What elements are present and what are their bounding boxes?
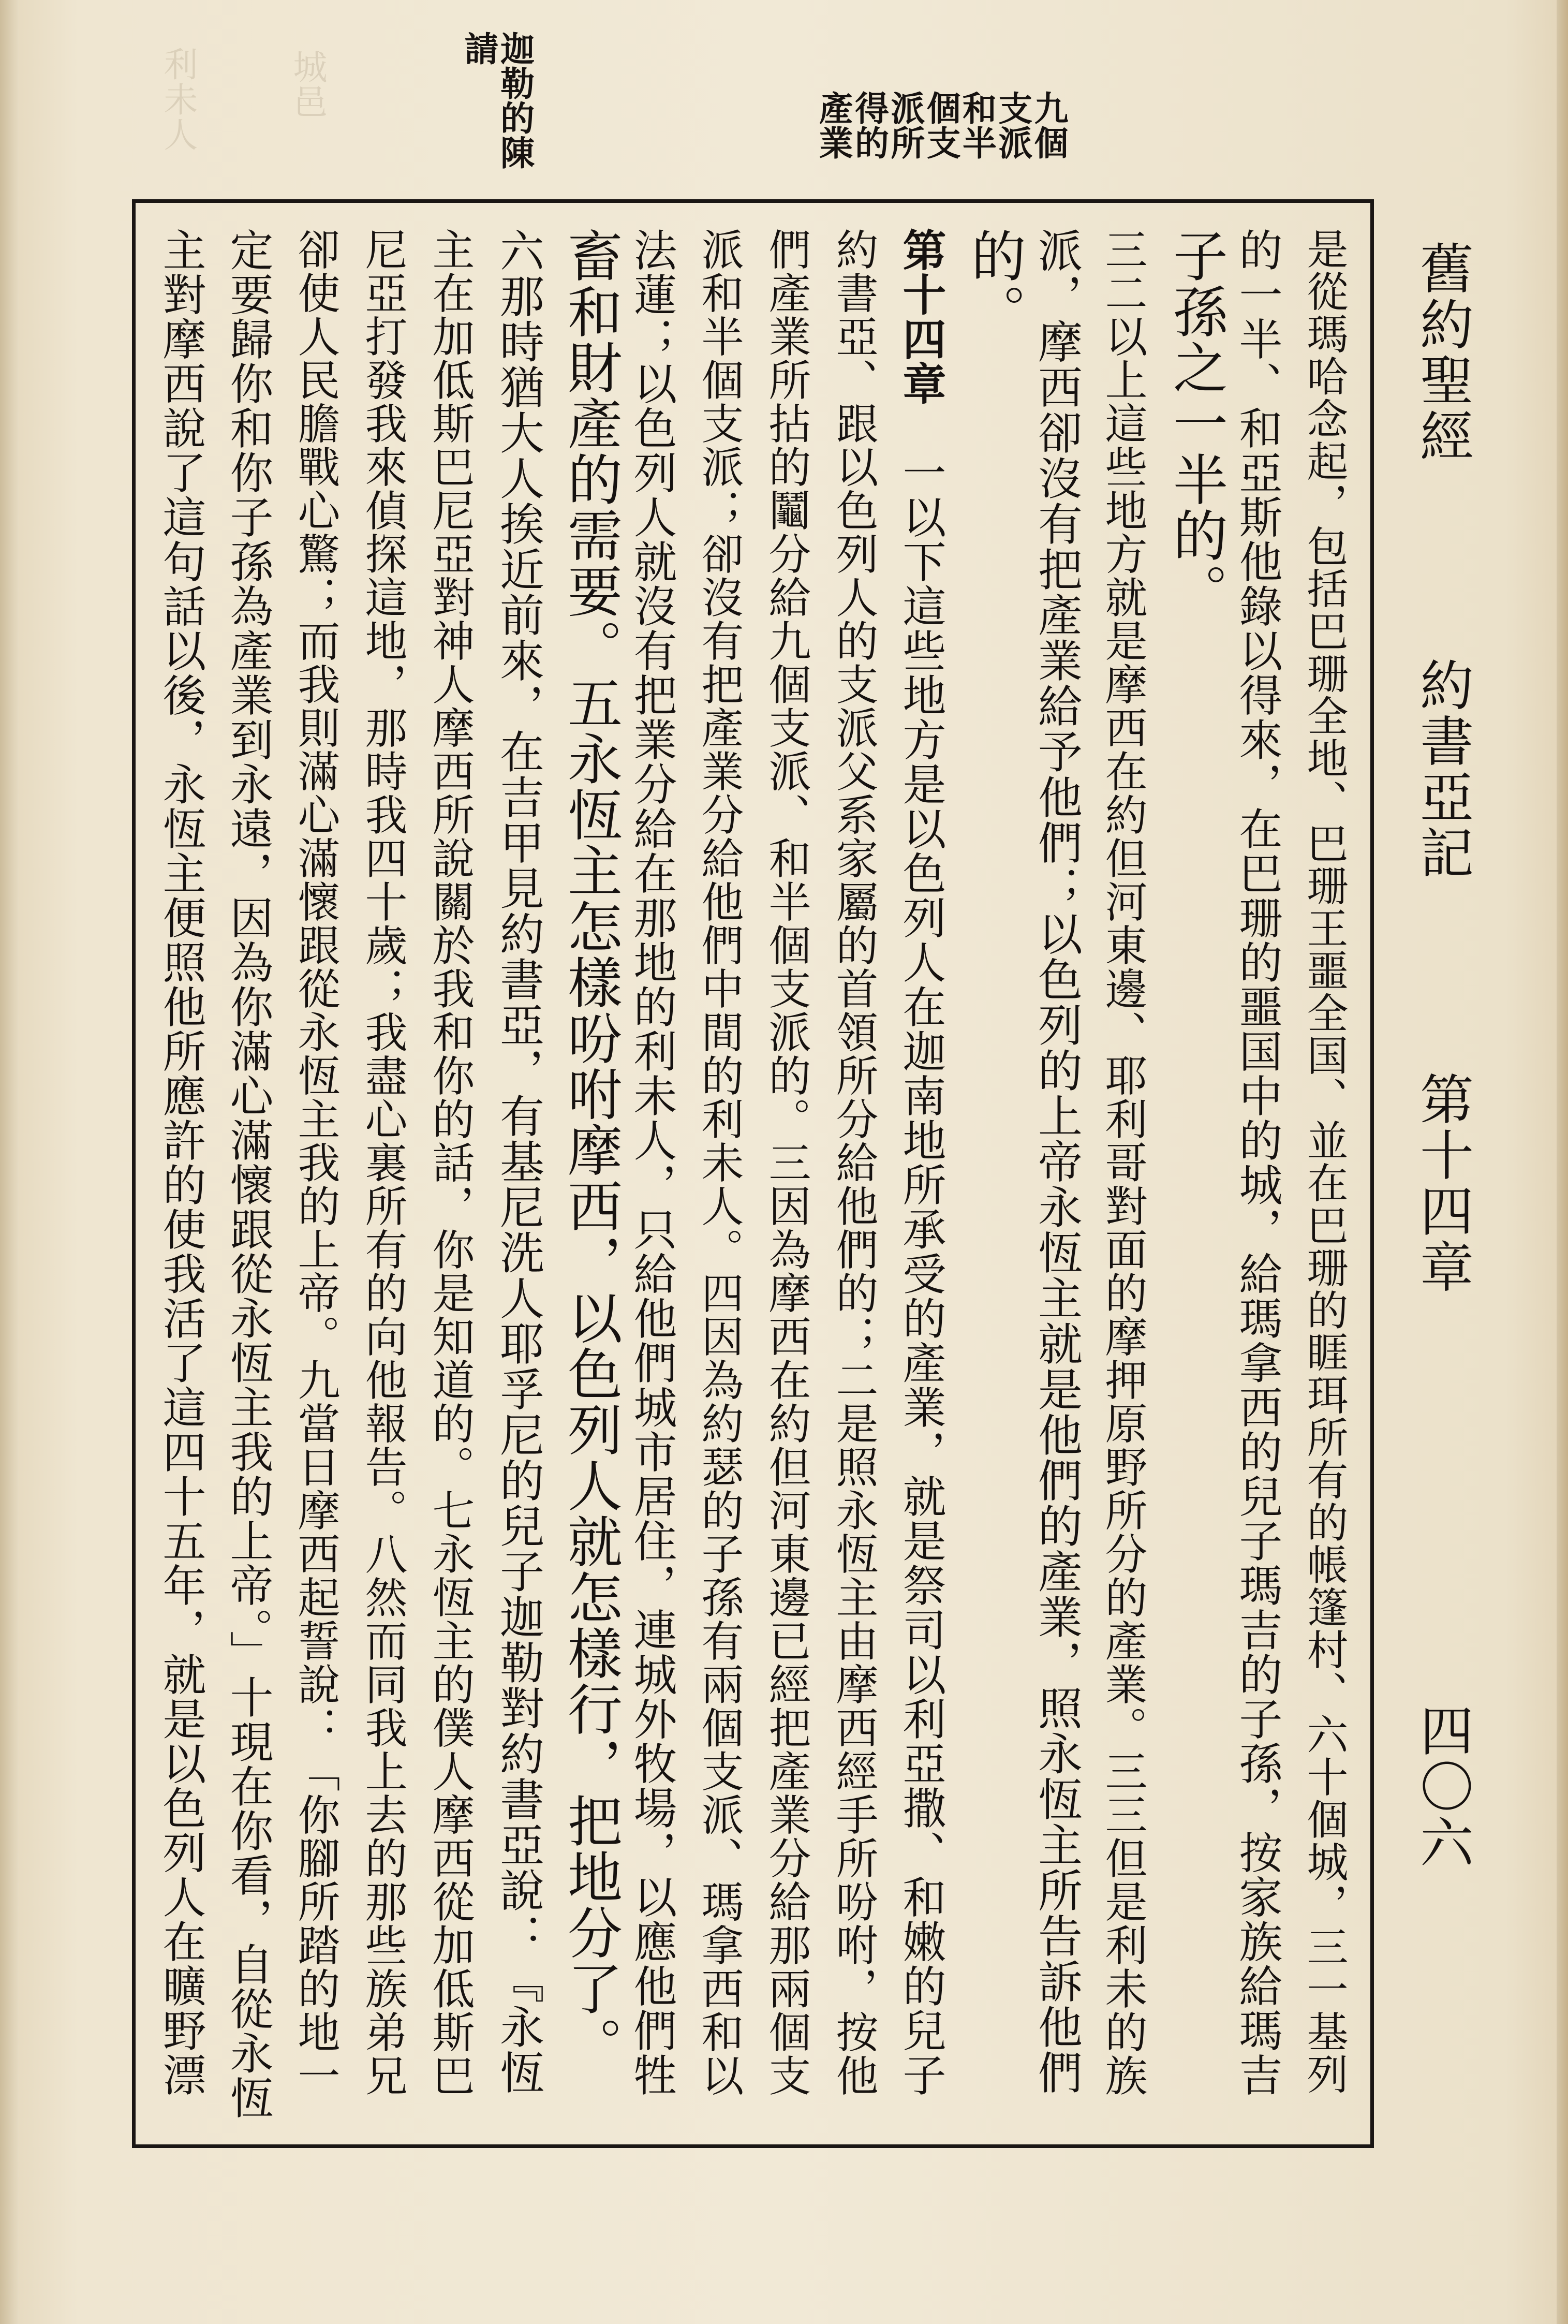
marginal-note-text: 九個支派和半個支派所得的產業 xyxy=(813,91,1069,160)
body-column: 畜和財產的需要。五永恆主怎樣吩咐摩西，以色列人就怎樣行，把地分了。 xyxy=(559,228,623,2072)
page-right-edge xyxy=(1557,0,1568,2324)
show-through-text: 利未人 xyxy=(158,47,198,152)
chapter-heading-column: 第十四章 一以下這些地方是以色列人在迦南地所承受的產業，就是祭司以利亞撒、和嫩的兒子 xyxy=(896,228,947,2097)
running-header-book-title: 舊約聖經 xyxy=(1411,241,1474,464)
body-column: 六那時猶大人挨近前來，在吉甲見約書亞，有基尼洗人耶孚尼的兒子迦勒對約書亞說：『永恆 xyxy=(492,228,544,2095)
page-number: 四〇六 xyxy=(1411,1703,1474,1871)
running-header-book-name: 約書亞記 xyxy=(1411,657,1474,881)
body-column: 主在加低斯巴尼亞對神人摩西所說關於我和你的話，你是知道的。七永恆主的僕人摩西從加低斯巴 xyxy=(425,228,475,2097)
page-binding-edge xyxy=(0,0,19,2324)
body-column: 法蓮；以色列人就沒有把業分給在那地的利未人，只給他們城市居住，連城外牧場，以應他們牲 xyxy=(627,228,677,2097)
body-column: 約書亞、跟以色列人的支派父系家屬的首領所分給他們的；二是照永恆主由摩西經手所吩咐，按他 xyxy=(829,228,878,2097)
body-column: 卻使人民膽戰心驚；而我則滿心滿懷跟從永恆主我的上帝。九當日摩西起誓說：「你腳所踏的地一 xyxy=(291,228,340,2097)
marginal-note-text: 迦勒的陳請 xyxy=(458,31,535,170)
chapter-heading: 第十四章 xyxy=(896,228,947,406)
body-column: 子孫之一半的。 xyxy=(1164,228,1228,619)
marginal-note-caleb xyxy=(458,31,535,197)
body-column: 定要歸你和你子孫為產業到永遠，因為你滿心滿懷跟從永恆主我的上帝。」十現在你看，自從永恆 xyxy=(223,228,274,2120)
body-column: 的。 xyxy=(963,228,1026,340)
marginal-note-tribes xyxy=(813,91,1069,194)
body-column: 尼亞打發我來偵探這地，那時我四十歲；我盡心裏所有的向他報告。八然而同我上去的那些族弟兄 xyxy=(358,228,407,2097)
body-column: 派和半個支派；卻沒有把產業分給他們中間的利未人。四因為約瑟的子孫有兩個支派、瑪拿西和以 xyxy=(694,228,744,2097)
running-header-chapter: 第十四章 xyxy=(1411,1071,1474,1295)
body-column: 主對摩西說了這句話以後，永恆主便照他所應許的使我活了這四十五年，就是以色列人在曠野漂 xyxy=(156,228,206,2097)
show-through-text: 城邑 xyxy=(287,49,327,120)
body-column: 三二以上這些地方就是摩西在約但河東邊、耶利哥對面的摩押原野所分的產業。三三但是利未的族 xyxy=(1098,228,1147,2097)
body-column: 是從瑪哈念起，包括巴珊全地、巴珊王噩全国、並在巴珊的睚珥所有的帳篷村、六十個城，三一基列 xyxy=(1300,228,1348,2095)
body-column: 們產業所拈的鬮分給九個支派、和半個支派的。三因為摩西在約但河東邊已經把產業分給那兩個支 xyxy=(762,228,811,2097)
body-column: 派，摩西卻沒有把產業給予他們；以色列的上帝永恆主就是他們的產業，照永恆主所告訴他們 xyxy=(1030,228,1082,2095)
body-column: 的一半、和亞斯他錄以得來，在巴珊的噩国中的城，給瑪拿西的兒子瑪吉的子孫，按家族給瑪吉 xyxy=(1232,228,1283,2097)
